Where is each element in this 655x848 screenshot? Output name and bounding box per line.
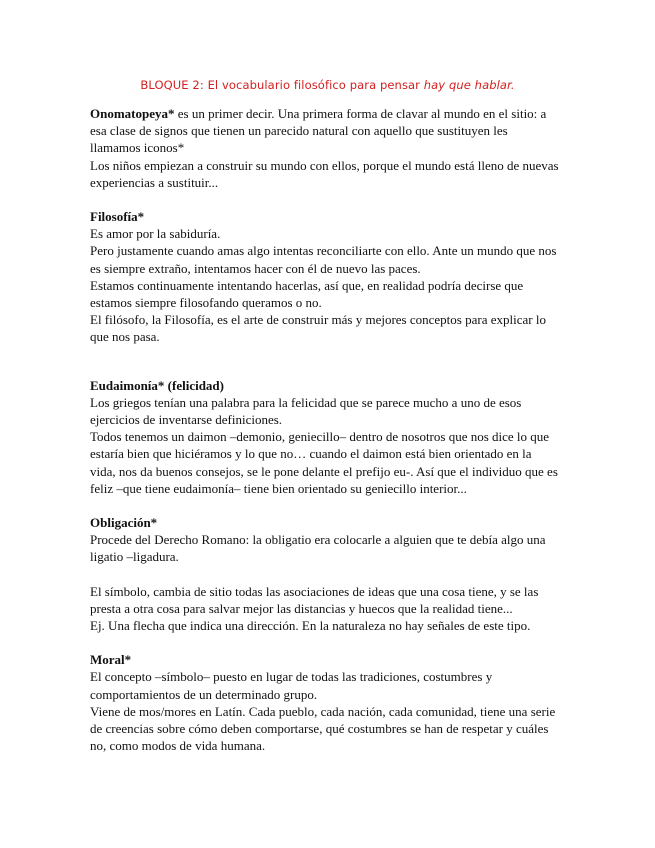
moral-paragraph-1: El concepto –símbolo– puesto en lugar de todas las tradiciones, costumbres y comportamientos de un determinado grupo. [90,669,493,702]
obligacion-paragraph-2: El símbolo, cambia de sitio todas las asociaciones de ideas que una cosa tiene, y se las presta a otra cosa para salvar mejor las distancias y huecos que la realidad tiene... [90,583,539,616]
eudaimonia-paragraph-1: Los griegos tenían una palabra para la felicidad que se parece mucho a uno de esos ejercicios de inventarse definiciones. [90,394,522,428]
onomatopeya-term: Onomatopeya* [90,106,175,121]
title-italic: hay que hablar. [423,78,515,92]
moral-paragraph-2: Viene de mos/mores en Latín. Cada pueblo, cada nación, cada comunidad, tiene una serie de creencias sobre cómo deben comportarse, qué costumbres se han de respetar y cuáles no, como modos de vida humana. [90,703,556,754]
filosofia-paragraph-3: Estamos continuamente intentando hacerlas, así que, en realidad podría decirse que estamos siempre filosofando queramos o no. [90,277,524,311]
document-title [0,78,655,92]
filosofia-paragraph-4: El filósofo, la Filosofía, es el arte de construir más y mejores conceptos para explicar lo que nos pasa. [90,312,546,345]
filosofia-heading: Filosofía* [90,209,145,225]
eudaimonia-heading: Eudaimonía* (felicidad) [90,377,224,393]
filosofia-paragraph-2: Pero justamente cuando amas algo intentas reconciliarte con ello. Ante un mundo que nos es siempre extraño, intentamos hacer con él de nuevo las paces. [90,243,557,276]
obligacion-paragraph-1: Procede del Derecho Romano: la obligatio era colocarle a alguien que te debía algo una ligatio –ligadura. [90,532,546,565]
document-body [90,105,560,755]
onomatopeya-paragraph [90,105,560,157]
onomatopeya-paragraph-2: Los niños empiezan a construir su mundo con ellos, porque el mundo está lleno de nuevas experiencias a sustituir... [90,157,559,190]
obligacion-heading: Obligación* [90,515,158,531]
moral-heading: Moral* [90,652,132,668]
title-prefix: BLOQUE 2: El vocabulario filosófico para pensar [140,78,424,92]
eudaimonia-paragraph-2: Todos tenemos un daimon –demonio, geniecillo– dentro de nosotros que nos dice lo que estaría bien que hiciéramos y lo que no… cuando el daimon está bien orientado en la vida, nos da buenos consejos, se le pone delante el prefijo eu-. Así que el individuo que es feliz –que tiene eudaimonía– tiene bien orientado su geniecillo interior... [90,429,558,496]
obligacion-paragraph-3: Ej. Una flecha que indica una dirección. En la naturaleza no hay señales de este tipo. [90,618,531,634]
onomatopeya-intro: es un primer decir. Una primera forma de clavar al mundo en el sitio: a esa clase de signos que tienen un parecido natural con aquello que sustituyen les llamamos iconos* [90,106,547,156]
filosofia-paragraph-1: Es amor por la sabiduría. [90,226,221,242]
